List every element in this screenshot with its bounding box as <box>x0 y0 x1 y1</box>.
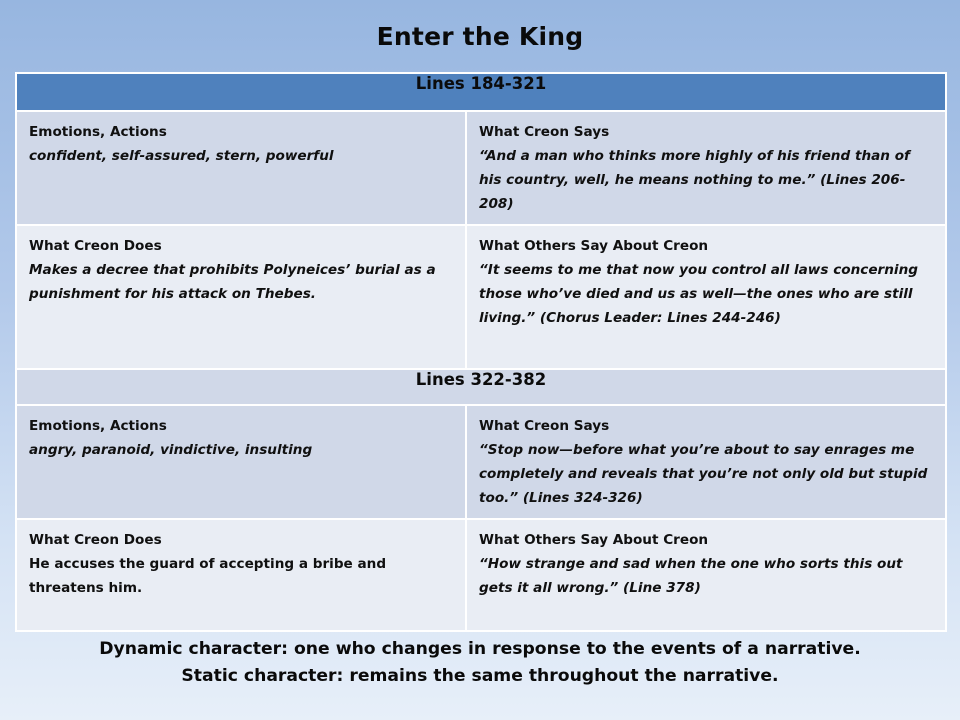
cell-text: “How strange and sad when the one who sorts this out gets it all wrong.” (Line 378) <box>479 556 903 596</box>
section-header-row <box>16 369 946 405</box>
cell-what-creon-says <box>466 111 946 225</box>
cell-emotions-actions <box>16 111 466 225</box>
definitions-footer <box>0 636 960 690</box>
table-row <box>16 519 946 631</box>
cell-what-creon-does <box>16 225 466 369</box>
cell-label: Emotions, Actions <box>29 418 167 434</box>
cell-label: What Others Say About Creon <box>479 238 709 254</box>
cell-text: “Stop now—before what you’re about to say enrages me completely and reveals that you’re not only old but stupid too.” (Lines 324-326) <box>479 442 928 506</box>
slide-title: Enter the King <box>376 22 584 51</box>
cell-label: What Creon Does <box>29 532 162 548</box>
table-row <box>16 405 946 519</box>
cell-what-creon-says <box>466 405 946 519</box>
cell-what-others-say <box>466 519 946 631</box>
cell-text: Makes a decree that prohibits Polyneices’ burial as a punishment for his attack on Thebes. <box>29 262 436 302</box>
cell-what-creon-does <box>16 519 466 631</box>
cell-text: angry, paranoid, vindictive, insulting <box>29 442 313 458</box>
table-row <box>16 225 946 369</box>
cell-label: What Others Say About Creon <box>479 532 709 548</box>
cell-emotions-actions <box>16 405 466 519</box>
cell-label: What Creon Says <box>479 418 610 434</box>
cell-text: “It seems to me that now you control all laws concerning those who’ve died and us as well—the ones who are still living.” (Chorus Leader: Lines 244-246) <box>479 262 918 326</box>
cell-text: confident, self-assured, stern, powerful <box>29 148 334 164</box>
section1-header: Lines 184-321 <box>16 73 946 111</box>
static-character-definition: Static character: remains the same throughout the narrative. <box>181 666 779 686</box>
section2-header: Lines 322-382 <box>16 369 946 405</box>
section-header-row <box>16 73 946 111</box>
cell-label: Emotions, Actions <box>29 124 167 140</box>
cell-what-others-say <box>466 225 946 369</box>
cell-text: “And a man who thinks more highly of his friend than of his country, well, he means nothing to me.” (Lines 206-208) <box>479 148 910 212</box>
dynamic-character-definition: Dynamic character: one who changes in response to the events of a narrative. <box>99 639 861 659</box>
table-row <box>16 111 946 225</box>
character-table <box>15 72 947 632</box>
cell-text: He accuses the guard of accepting a bribe and threatens him. <box>29 556 387 596</box>
cell-label: What Creon Does <box>29 238 162 254</box>
cell-label: What Creon Says <box>479 124 610 140</box>
